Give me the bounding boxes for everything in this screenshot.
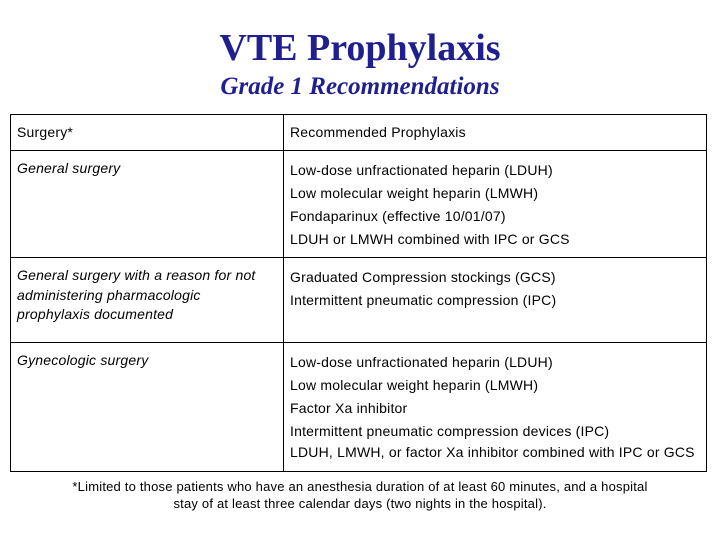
footnote: *Limited to those patients who have an anesthesia duration of at least 60 minutes, and a hospital stay of at least three calendar days (two nights in the hospital). [72,479,648,511]
prophylaxis-item: Factor Xa inhibitor [290,400,408,416]
prophylaxis-cell [284,151,707,258]
prophylaxis-item: Low molecular weight heparin (LMWH) [290,185,539,201]
prophylaxis-item: LDUH or LMWH combined with IPC or GCS [290,231,570,247]
header-prophylaxis: Recommended Prophylaxis [284,115,707,151]
prophylaxis-item: Intermittent pneumatic compression (IPC) [290,292,557,308]
table-row [11,343,707,472]
prophylaxis-item: Intermittent pneumatic compression devices (IPC) [290,423,610,439]
prophylaxis-table [10,114,707,472]
table-header-row [11,115,707,151]
surgery-cell: General surgery with a reason for not administering pharmacologic prophylaxis documented [11,258,284,343]
prophylaxis-item: Graduated Compression stockings (GCS) [290,269,556,285]
surgery-cell: Gynecologic surgery [11,343,284,472]
prophylaxis-item: Low-dose unfractionated heparin (LDUH) [290,162,553,178]
page-subtitle: Grade 1 Recommendations [220,73,500,100]
prophylaxis-cell [284,258,707,343]
prophylaxis-item: Low molecular weight heparin (LMWH) [290,377,539,393]
page-title: VTE Prophylaxis [219,27,501,69]
prophylaxis-cell [284,343,707,472]
table-row [11,151,707,258]
header-surgery: Surgery* [11,115,284,151]
prophylaxis-item: Fondaparinux (effective 10/01/07) [290,208,506,224]
prophylaxis-item: Low-dose unfractionated heparin (LDUH) [290,354,553,370]
table-row [11,258,707,343]
prophylaxis-item: LDUH, LMWH, or factor Xa inhibitor combined with IPC or GCS [290,444,695,460]
surgery-cell: General surgery [11,151,284,258]
